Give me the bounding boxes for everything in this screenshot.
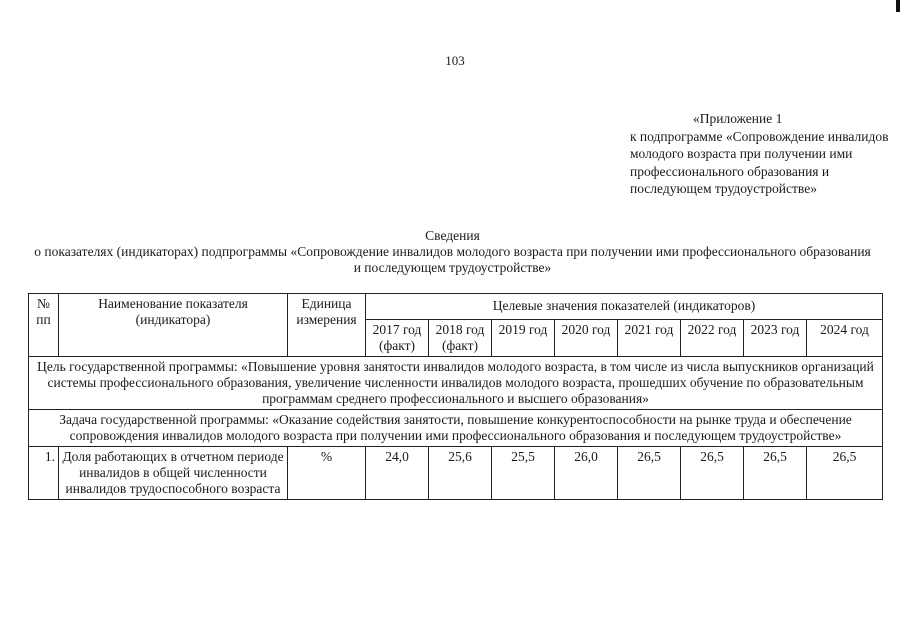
value-cell: 24,0 xyxy=(366,447,429,500)
value-cell: 26,5 xyxy=(807,447,883,500)
heading-subtitle: о показателях (индикаторах) подпрограммы «Сопровождение инвалидов молодого возраста при получении ими профессионального образования и последующем трудоустройстве» xyxy=(34,244,871,275)
task-row xyxy=(29,410,883,447)
header-name: Наименование показателя (индикатора) xyxy=(59,294,288,357)
value-cell: 25,5 xyxy=(492,447,555,500)
header-unit: Единица измерения xyxy=(288,294,366,357)
value-cell: 26,5 xyxy=(618,447,681,500)
header-num: № пп xyxy=(29,294,59,357)
header-year: 2024 год xyxy=(807,320,883,357)
program-goal: Цель государственной программы: «Повышение уровня занятости инвалидов молодого возраста, в том числе из числа выпускников организаций системы профессионального образования, увеличение численности инвалидов молодого возраста, прошедших обучение по образовательным программам среднего профессионального и высшего образования» xyxy=(29,357,883,410)
header-year: 2021 год xyxy=(618,320,681,357)
heading-title: Сведения xyxy=(425,228,480,243)
appendix-title: «Приложение 1 xyxy=(693,111,783,126)
header-target-values: Целевые значения показателей (индикаторов) xyxy=(366,294,883,320)
value-cell: 26,0 xyxy=(555,447,618,500)
value-cell: 25,6 xyxy=(429,447,492,500)
table-row xyxy=(29,447,883,500)
program-task: Задача государственной программы: «Оказание содействия занятости, повышение конкурентоспособности на рынке труда и обеспечение сопровождения инвалидов молодого возраста при получении ими профессионального образования и последующем трудоустройстве» xyxy=(29,410,883,447)
header-year: 2019 год xyxy=(492,320,555,357)
indicators-table xyxy=(28,293,883,500)
header-year: 2017 год (факт) xyxy=(366,320,429,357)
header-row xyxy=(29,294,883,320)
indicator-name: Доля работающих в отчетном периоде инвалидов в общей численности инвалидов трудоспособного возраста xyxy=(59,447,288,500)
document-heading xyxy=(30,228,875,276)
page-number: 103 xyxy=(445,53,465,68)
value-cell: 26,5 xyxy=(681,447,744,500)
appendix-note xyxy=(630,110,890,198)
header-year: 2023 год xyxy=(744,320,807,357)
header-year: 2022 год xyxy=(681,320,744,357)
row-num: 1. xyxy=(29,447,59,500)
indicator-unit: % xyxy=(288,447,366,500)
goal-row xyxy=(29,357,883,410)
value-cell: 26,5 xyxy=(744,447,807,500)
header-year: 2018 год (факт) xyxy=(429,320,492,357)
header-year: 2020 год xyxy=(555,320,618,357)
appendix-text: к подпрограмме «Сопровождение инвалидов молодого возраста при получении ими профессионального образования и последующем трудоустройстве» xyxy=(630,128,889,196)
scan-edge-mark xyxy=(896,0,900,12)
